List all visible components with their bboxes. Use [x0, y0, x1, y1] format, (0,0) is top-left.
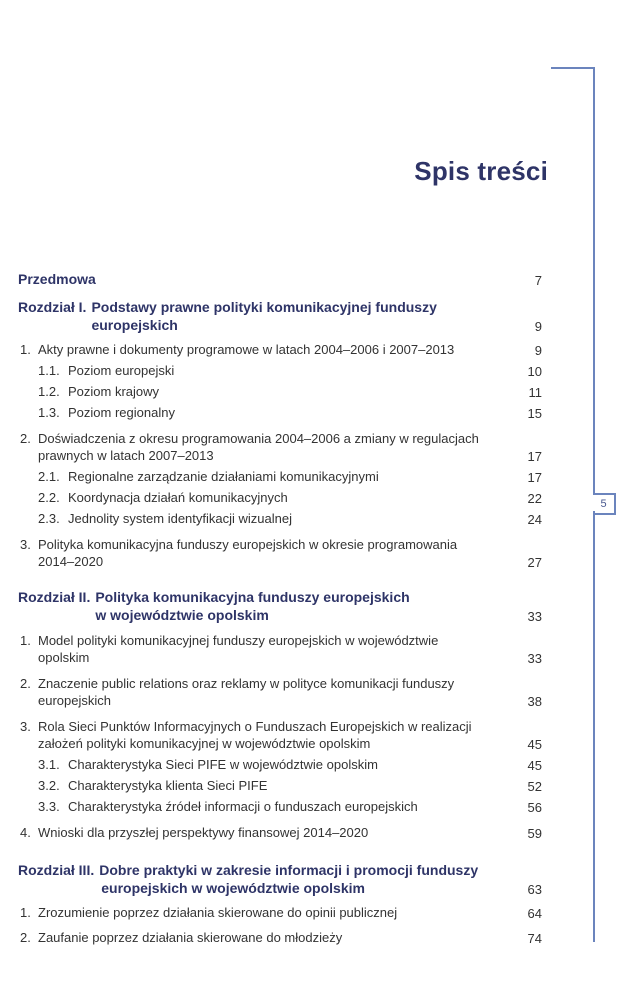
- item-number: 1.: [20, 905, 31, 920]
- item-title-line2: europejskich: [38, 693, 111, 708]
- page-number-tab: 5: [593, 493, 616, 515]
- toc-item[interactable]: [18, 777, 542, 794]
- item-number: 2.: [20, 676, 31, 691]
- toc-item[interactable]: [18, 632, 542, 666]
- chapter-title-line1: Dobre praktyki w zakresie informacji i promocji funduszy: [99, 862, 479, 878]
- margin-rule-upper: [593, 67, 595, 494]
- item-title: Jednolity system identyfikacji wizualnej: [68, 511, 292, 526]
- toc-page-number: 22: [527, 491, 542, 506]
- chapter-title-line1: Podstawy prawne polityki komunikacyjnej funduszy: [91, 299, 437, 315]
- toc-page-number: 64: [527, 906, 542, 921]
- chapter-label: Rozdział III.: [18, 862, 95, 878]
- toc-page-number: 56: [527, 800, 542, 815]
- toc-page-number: 33: [527, 609, 542, 624]
- item-title-line2: założeń polityki komunikacyjnej w województwie opolskim: [38, 736, 371, 751]
- item-number: 1.3.: [38, 405, 60, 420]
- margin-rule-top: [551, 67, 595, 69]
- toc-page-number: 7: [534, 273, 542, 288]
- item-number: 1.1.: [38, 363, 60, 378]
- toc-entry-label: Przedmowa: [18, 271, 96, 287]
- chapter-title-line1: Polityka komunikacyjna funduszy europejskich: [95, 589, 410, 605]
- item-number: 1.: [20, 633, 31, 648]
- chapter-title-line2: europejskich: [91, 317, 178, 333]
- toc-item[interactable]: [18, 798, 542, 815]
- item-title-line2: 2014–2020: [38, 554, 104, 569]
- toc-page-number: 17: [527, 470, 542, 485]
- toc-page-number: 63: [527, 882, 542, 897]
- toc-item[interactable]: [18, 904, 542, 921]
- toc-chapter-2[interactable]: [18, 588, 542, 624]
- item-number: 2.1.: [38, 469, 60, 484]
- item-number: 1.: [20, 342, 31, 357]
- item-title-line2: opolskim: [38, 650, 90, 665]
- toc-entry-preface[interactable]: [18, 266, 542, 288]
- item-number: 3.1.: [38, 757, 60, 772]
- toc-page-number: 33: [527, 651, 542, 666]
- table-of-contents: [18, 266, 542, 946]
- toc-item[interactable]: [18, 430, 542, 464]
- item-title-line1: Doświadczenia z okresu programowania 2004–2006 a zmiany w regulacjach: [38, 431, 479, 446]
- toc-item[interactable]: [18, 489, 542, 506]
- item-title: Charakterystyka Sieci PIFE w województwie opolskim: [68, 757, 378, 772]
- toc-page-number: 24: [527, 512, 542, 527]
- item-number: 3.2.: [38, 778, 60, 793]
- toc-item[interactable]: [18, 718, 542, 752]
- toc-item[interactable]: [18, 341, 542, 358]
- toc-item[interactable]: [18, 929, 542, 946]
- item-title-line1: Polityka komunikacyjna funduszy europejskich w okresie programowania: [38, 537, 458, 552]
- item-title: Poziom europejski: [68, 363, 175, 378]
- item-number: 2.3.: [38, 511, 60, 526]
- toc-page-number: 27: [527, 555, 542, 570]
- toc-item[interactable]: [18, 510, 542, 527]
- item-number: 2.2.: [38, 490, 60, 505]
- item-title: Zaufanie poprzez działania skierowane do młodzieży: [38, 930, 343, 945]
- item-number: 1.2.: [38, 384, 60, 399]
- item-title: Poziom krajowy: [68, 384, 160, 399]
- item-number: 2.: [20, 930, 31, 945]
- toc-item[interactable]: [18, 536, 542, 570]
- item-title: Charakterystyka klienta Sieci PIFE: [68, 778, 268, 793]
- item-title: Regionalne zarządzanie działaniami komunikacyjnymi: [68, 469, 379, 484]
- toc-item[interactable]: [18, 756, 542, 773]
- item-title: Charakterystyka źródeł informacji o funduszach europejskich: [68, 799, 418, 814]
- chapter-label: Rozdział II.: [18, 589, 91, 605]
- toc-item[interactable]: [18, 362, 542, 379]
- toc-item[interactable]: [18, 468, 542, 485]
- item-number: 4.: [20, 825, 31, 840]
- toc-chapter-3[interactable]: [18, 861, 542, 897]
- item-number: 3.3.: [38, 799, 60, 814]
- item-title: Akty prawne i dokumenty programowe w latach 2004–2006 i 2007–2013: [38, 342, 455, 357]
- toc-page-number: 52: [527, 779, 542, 794]
- toc-page-number: 45: [527, 758, 542, 773]
- item-title: Wnioski dla przyszłej perspektywy finansowej 2014–2020: [38, 825, 369, 840]
- toc-page-number: 9: [534, 343, 542, 358]
- item-title: Koordynacja działań komunikacyjnych: [68, 490, 288, 505]
- item-number: 2.: [20, 431, 31, 446]
- toc-item[interactable]: [18, 404, 542, 421]
- toc-item[interactable]: [18, 824, 542, 841]
- item-title-line1: Model polityki komunikacyjnej funduszy europejskich w województwie: [38, 633, 439, 648]
- toc-page-number: 10: [527, 364, 542, 379]
- toc-page-number: 74: [527, 931, 542, 946]
- toc-page-number: 15: [527, 406, 542, 421]
- item-number: 3.: [20, 537, 31, 552]
- item-number: 3.: [20, 719, 31, 734]
- page-title: Spis treści: [414, 156, 548, 186]
- item-title-line2: prawnych w latach 2007–2013: [38, 448, 214, 463]
- toc-page-number: 9: [534, 319, 542, 334]
- toc-page-number: 38: [527, 694, 542, 709]
- toc-page-number: 45: [527, 737, 542, 752]
- toc-page-number: 11: [528, 385, 542, 400]
- item-title: Zrozumienie poprzez działania skierowane do opinii publicznej: [38, 905, 398, 920]
- chapter-title-line2: europejskich w województwie opolskim: [101, 880, 365, 896]
- toc-chapter-1[interactable]: [18, 298, 542, 334]
- toc-page-number: 17: [527, 449, 542, 464]
- item-title-line1: Rola Sieci Punktów Informacyjnych o Funduszach Europejskich w realizacji: [38, 719, 472, 734]
- item-title: Poziom regionalny: [68, 405, 175, 420]
- chapter-title-line2: w województwie opolskim: [95, 607, 269, 623]
- chapter-label: Rozdział I.: [18, 299, 87, 315]
- toc-item[interactable]: [18, 675, 542, 709]
- margin-rule-lower: [593, 511, 595, 942]
- toc-item[interactable]: [18, 383, 542, 400]
- toc-page-number: 59: [527, 826, 542, 841]
- item-title-line1: Znaczenie public relations oraz reklamy w polityce komunikacji funduszy: [38, 676, 455, 691]
